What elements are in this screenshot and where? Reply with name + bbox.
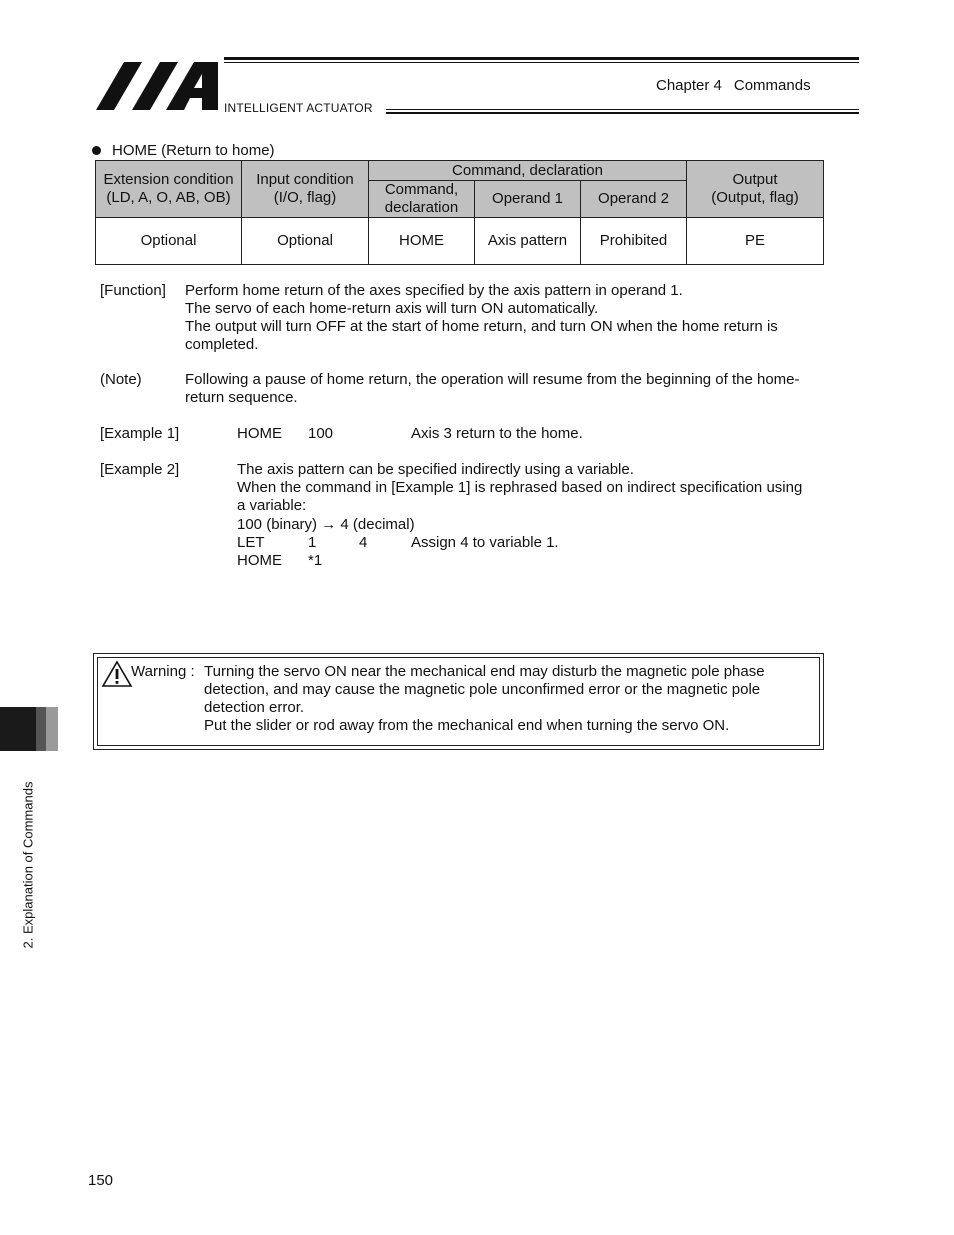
example2-home-operand: *1 [308, 552, 323, 569]
bullet-icon [92, 146, 101, 155]
function-line: The output will turn OFF at the start of home return, and turn ON when the home return is [185, 318, 778, 335]
example2-let-comment: Assign 4 to variable 1. [411, 534, 559, 551]
header-command-declaration: Command, declaration [369, 181, 475, 218]
warning-text [204, 663, 816, 735]
warning-line: detection error. [204, 699, 305, 716]
example2-label: [Example 2] [100, 461, 180, 478]
header-rule-bottom-thin [386, 109, 859, 110]
warning-line: Turning the servo ON near the mechanical end may disturb the magnetic pole phase [204, 663, 765, 680]
example2-home-command: HOME [237, 552, 282, 569]
company-name: INTELLIGENT ACTUATOR [224, 101, 373, 115]
warning-line: detection, and may cause the magnetic pole unconfirmed error or the magnetic pole [204, 681, 761, 698]
side-tab-label: 2. Explanation of Commands [20, 781, 36, 949]
example1-operand: 100 [308, 425, 334, 442]
header-operand2: Operand 2 [581, 181, 687, 218]
header-rule-top-thick [224, 57, 859, 60]
example1-comment: Axis 3 return to the home. [411, 425, 583, 442]
table-row [96, 218, 824, 265]
header-rule-bottom-thick [386, 112, 859, 114]
cell-command: HOME [369, 218, 475, 265]
side-tab-marker [0, 707, 36, 751]
iai-logo [96, 58, 220, 112]
note-line: Following a pause of home return, the operation will resume from the beginning of the home- [185, 371, 800, 388]
example2-line: 100 (binary) → 4 (decimal) [237, 516, 415, 533]
page-number: 150 [88, 1172, 114, 1189]
example2-let-operand2: 4 [359, 534, 368, 551]
example1-command: HOME [237, 425, 282, 442]
function-line: The servo of each home-return axis will turn ON automatically. [185, 300, 599, 317]
cell-extension: Optional [96, 218, 242, 265]
example1-label: [Example 1] [100, 425, 180, 442]
note-label: (Note) [100, 371, 142, 388]
note-line: return sequence. [185, 389, 298, 406]
side-tab-marker-mid [36, 707, 46, 751]
chapter-number: Chapter 4 [656, 77, 722, 94]
warning-line: Put the slider or rod away from the mechanical end when turning the servo ON. [204, 717, 730, 734]
header-rule-top-thin [224, 62, 859, 63]
warning-label: Warning : [131, 663, 195, 680]
cell-operand1: Axis pattern [475, 218, 581, 265]
function-line: completed. [185, 336, 259, 353]
side-tab-marker-light [46, 707, 58, 751]
chapter-title: Commands [733, 77, 811, 94]
example2-let-operand1: 1 [308, 534, 317, 551]
example2-line: When the command in [Example 1] is rephrased based on indirect specification using [237, 479, 803, 496]
function-label: [Function] [100, 282, 166, 299]
cell-output: PE [687, 218, 824, 265]
warning-triangle-icon [101, 660, 133, 688]
header-command-group: Command, declaration [369, 161, 687, 181]
example2-let-command: LET [237, 534, 265, 551]
function-line: Perform home return of the axes specified by the axis pattern in operand 1. [185, 282, 683, 299]
header-input-condition: Input condition (I/O, flag) [242, 161, 369, 218]
header-extension-condition: Extension condition (LD, A, O, AB, OB) [96, 161, 242, 218]
example2-line: The axis pattern can be specified indirectly using a variable. [237, 461, 634, 478]
command-table [95, 160, 824, 265]
example2-line: a variable: [237, 497, 307, 514]
header-output: Output (Output, flag) [687, 161, 824, 218]
section-title: HOME (Return to home) [112, 142, 275, 159]
chapter-heading [656, 77, 811, 94]
cell-operand2: Prohibited [581, 218, 687, 265]
header-operand1: Operand 1 [475, 181, 581, 218]
cell-input: Optional [242, 218, 369, 265]
